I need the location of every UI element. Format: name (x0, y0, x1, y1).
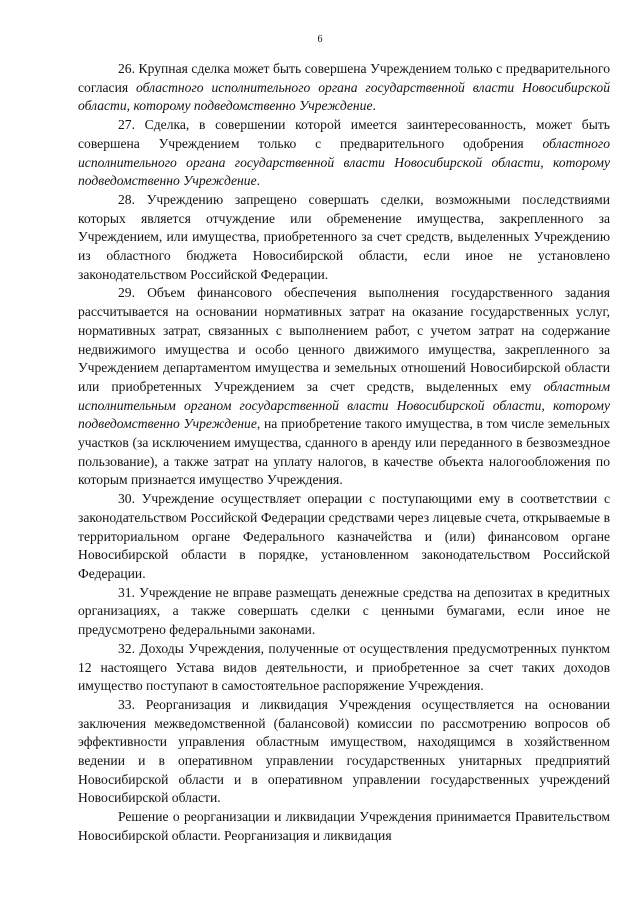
paragraph-text: 27. Сделка, в совершении которой имеется заинтересованность, может быть совершена Учреждением только с предварительного одобрения (78, 117, 610, 151)
paragraph-text: . (256, 173, 261, 189)
paragraph-text: 33. Реорганизация и ликвидация Учреждения осуществляется на основании заключения межведомственной (балансовой) комиссии по рассмотрению вопросов об эффективности управления областным имуществом, находящимся в хозяйственном ведении и в оперативном управлении государственных унитарных предприятий Новосибирской области и в оперативном управлении государственных учреждений Новосибирской области. (78, 696, 610, 806)
paragraph (78, 696, 610, 808)
paragraph (78, 191, 610, 285)
paragraph (78, 640, 610, 696)
paragraph-text: , на приобретение такого имущества, в том числе земельных участков (за исключением имущества, сданного в аренду или переданного в безвозмездное пользование), а также затрат на уплату налогов, в качестве объекта налогообложения по которым признается имущество Учреждения. (78, 416, 610, 488)
paragraph (78, 284, 610, 490)
page-number: 6 (317, 34, 323, 45)
italic-text: областным исполнительным органом государственной власти Новосибирской области, которому подведомственно Учреждение (78, 378, 610, 432)
document-body (78, 60, 610, 846)
paragraph-text: 29. Объем финансового обеспечения выполнения государственного задания рассчитывается на основании нормативных затрат на оказание государственных услуг, нормативных затрат, связанных с выполнением работ, с учетом затрат на содержание недвижимого имущества и особо ценного движимого имущества, закрепленного за Учреждением департаментом имущества и земельных отношений Новосибирской области или приобретенных Учреждением за счет средств, выделенных ему (78, 285, 610, 394)
paragraph-text: . (372, 98, 376, 114)
paragraph-text: 32. Доходы Учреждения, полученные от осуществления предусмотренных пунктом 12 настоящего Устава видов деятельности, и приобретенное за счет таких доходов имущество поступают в самостоятельное распоряжение Учреждения. (78, 640, 610, 694)
italic-text: областного исполнительного органа государственной власти Новосибирской области, которому подведомственно Учреждение (78, 135, 610, 189)
paragraph (78, 60, 610, 116)
paragraph-text: 26. Крупная сделка может быть совершена Учреждением только с предварительного согласия (78, 61, 610, 95)
paragraph-text: 31. Учреждение не вправе размещать денежные средства на депозитах в кредитных организациях, а также совершать сделки с ценными бумагами, если иное не предусмотрено федеральными законами. (78, 584, 610, 638)
paragraph (78, 584, 610, 640)
paragraph (78, 116, 610, 191)
paragraph (78, 808, 610, 845)
paragraph-text: 28. Учреждению запрещено совершать сделки, возможными последствиями которых является отчуждение или обременение имущества, закрепленного за Учреждением, или имущества, приобретенного за счет средств, выделенных Учреждению из областного бюджета Новосибирской области, если иное не установлено законодательством Российской Федерации. (78, 191, 610, 282)
italic-text: областного исполнительного органа государственной власти Новосибирской области, которому подведомственно Учреждение (78, 79, 610, 114)
paragraph-text: Решение о реорганизации и ликвидации Учреждения принимается Правительством Новосибирской области. Реорганизация и ликвидация (78, 809, 610, 843)
paragraph-text: 30. Учреждение осуществляет операции с поступающими ему в соответствии с законодательством Российской Федерации средствами через лицевые счета, открываемые в территориальном органе Федерального казначейства и (или) финансовом органе Новосибирской области в порядке, установленном законодательством Российской Федерации. (78, 491, 610, 581)
paragraph (78, 490, 610, 584)
